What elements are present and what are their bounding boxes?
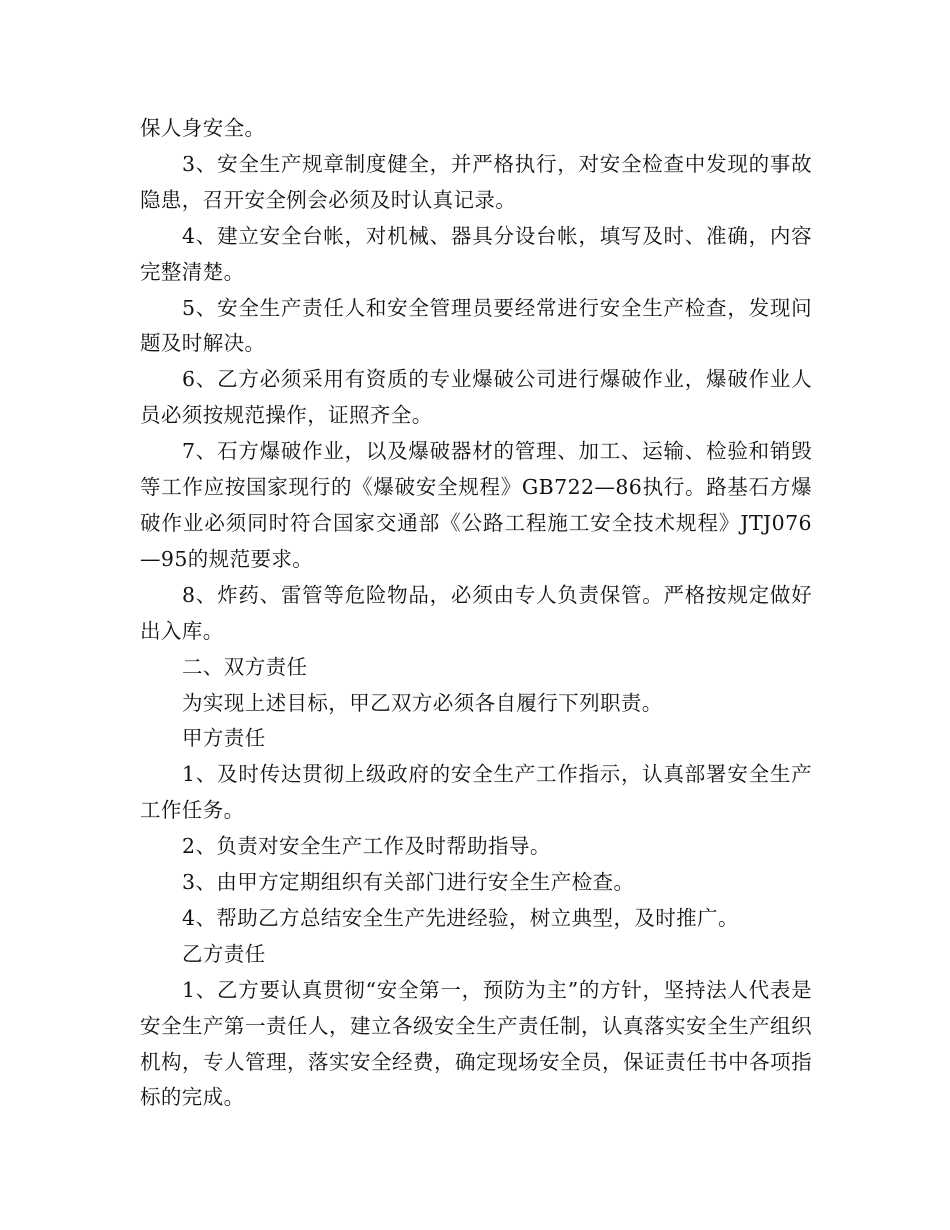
paragraph-item-4: 4、建立安全台帐，对机械、器具分设台帐，填写及时、准确，内容完整清楚。	[140, 223, 812, 284]
document-page	[140, 111, 812, 1116]
subheading-party-a: 甲方责任	[182, 726, 266, 751]
party-a-item-3: 3、由甲方定期组织有关部门进行安全生产检查。	[182, 870, 635, 895]
paragraph-intro: 为实现上述目标，甲乙双方必须各自履行下列职责。	[182, 690, 663, 715]
paragraph-item-3: 3、安全生产规章制度健全，并严格执行，对安全检查中发现的事故隐患，召开安全例会必须及时认真记录。	[140, 151, 812, 212]
paragraph-item-6: 6、乙方必须采用有资质的专业爆破公司进行爆破作业，爆破作业人员必须按规范操作，证照齐全。	[140, 367, 812, 428]
party-a-item-2: 2、负责对安全生产工作及时帮助指导。	[182, 834, 551, 859]
paragraph-item-7: 7、石方爆破作业，以及爆破器材的管理、加工、运输、检验和销毁等工作应按国家现行的《爆破安全规程》GB722—86执行。路基石方爆破作业必须同时符合国家交通部《公路工程施工安全技术规程》JTJ076—95的规范要求。	[140, 439, 812, 571]
paragraph-continuation: 保人身安全。	[140, 116, 266, 140]
party-b-item-1: 1、乙方要认真贯彻“安全第一，预防为主”的方针，坚持法人代表是安全生产第一责任人，建立各级安全生产责任制，认真落实安全生产组织机构，专人管理，落实安全经费，确定现场安全员，保证责任书中各项指标的完成。	[140, 977, 812, 1110]
paragraph-item-8: 8、炸药、雷管等危险物品，必须由专人负责保管。严格按规定做好出入库。	[140, 582, 812, 643]
section-heading-mutual-responsibilities: 二、双方责任	[182, 654, 308, 679]
paragraph-item-5: 5、安全生产责任人和安全管理员要经常进行安全生产检查，发现问题及时解决。	[140, 295, 812, 356]
subheading-party-b: 乙方责任	[182, 941, 266, 966]
party-a-item-4: 4、帮助乙方总结安全生产先进经验，树立典型，及时推广。	[182, 905, 739, 930]
party-a-item-1: 1、及时传达贯彻上级政府的安全生产工作指示，认真部署安全生产工作任务。	[140, 762, 812, 823]
